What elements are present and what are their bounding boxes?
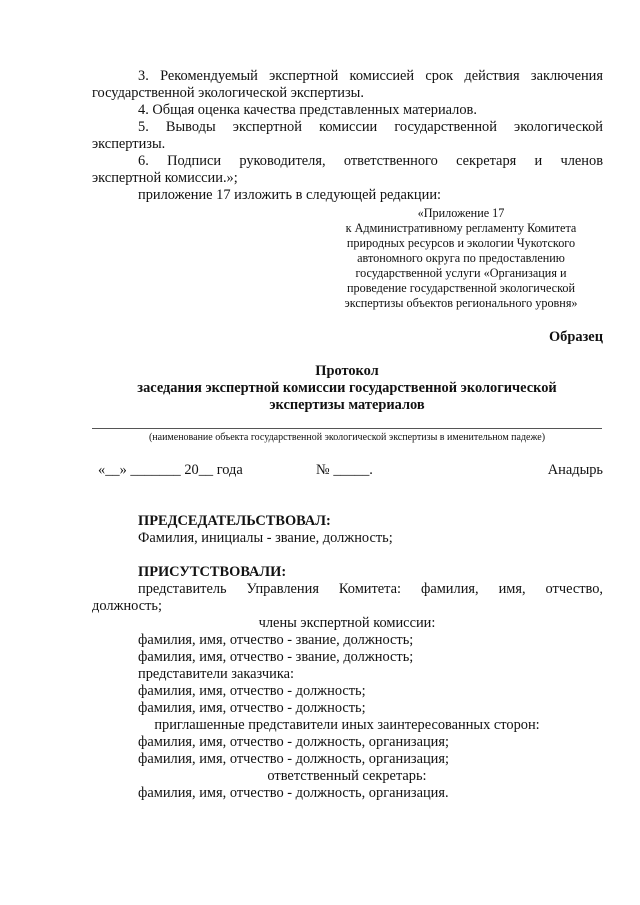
appendix-line: проведение государственной экологической (347, 281, 575, 295)
protocol-date: «__» _______ 20__ года (98, 462, 243, 478)
representative-line2: должность; (92, 598, 162, 614)
object-caption: (наименование объекта государственной экологической экспертизы в именительном падеже) (148, 432, 546, 443)
intro-text: приложение 17 изложить в следующей редакции: (138, 187, 442, 203)
customer-entry: фамилия, имя, отчество - должность; (138, 683, 366, 699)
appendix-line: природных ресурсов и экологии Чукотского (346, 236, 576, 250)
item-4: 4. Общая оценка качества представленных материалов. (138, 102, 477, 118)
customer-heading: представители заказчика: (138, 666, 295, 682)
sample-label: Образец (548, 329, 603, 345)
object-name-line (92, 428, 602, 429)
representative-line1: представитель Управления Комитета: фамилия, имя, отчество, (138, 581, 603, 597)
item-6-line1: 6. Подписи руководителя, ответственного секретаря и членов (138, 153, 603, 169)
present-heading: ПРИСУТСТВОВАЛИ: (138, 564, 287, 580)
appendix-line: к Административному регламенту Комитета (345, 221, 577, 235)
members-heading: члены экспертной комиссии: (258, 615, 436, 631)
protocol-subtitle: заседания экспертной комиссии государственной экологической (137, 380, 557, 396)
invited-heading: приглашенные представители иных заинтересованных сторон: (154, 717, 540, 733)
item-6-line2: экспертной комиссии.»; (92, 170, 238, 186)
secretary-heading: ответственный секретарь: (267, 768, 427, 784)
appendix-line: государственной услуги «Организация и (355, 266, 567, 280)
member-entry: фамилия, имя, отчество - звание, должность; (138, 649, 414, 665)
item-5-line1: 5. Выводы экспертной комиссии государственной экологической (138, 119, 603, 135)
protocol-subtitle: экспертизы материалов (269, 397, 425, 413)
chaired-heading: ПРЕДСЕДАТЕЛЬСТВОВАЛ: (138, 513, 331, 529)
appendix-line: «Приложение 17 (417, 206, 505, 220)
invited-entry: фамилия, имя, отчество - должность, организация; (138, 751, 449, 767)
protocol-number: № _____. (316, 462, 373, 478)
member-entry: фамилия, имя, отчество - звание, должность; (138, 632, 414, 648)
customer-entry: фамилия, имя, отчество - должность; (138, 700, 366, 716)
protocol-place: Анадырь (547, 462, 603, 478)
chaired-text: Фамилия, инициалы - звание, должность; (138, 530, 393, 546)
item-5-line2: экспертизы. (92, 136, 166, 152)
protocol-title: Протокол (315, 363, 379, 379)
invited-entry: фамилия, имя, отчество - должность, организация; (138, 734, 449, 750)
appendix-line: автономного округа по предоставлению (357, 251, 565, 265)
appendix-line: экспертизы объектов регионального уровня» (344, 296, 578, 310)
item-3-line1: 3. Рекомендуемый экспертной комиссией срок действия заключения (138, 68, 603, 84)
secretary-entry: фамилия, имя, отчество - должность, организация. (138, 785, 449, 801)
item-3-line2: государственной экологической экспертизы. (92, 85, 364, 101)
